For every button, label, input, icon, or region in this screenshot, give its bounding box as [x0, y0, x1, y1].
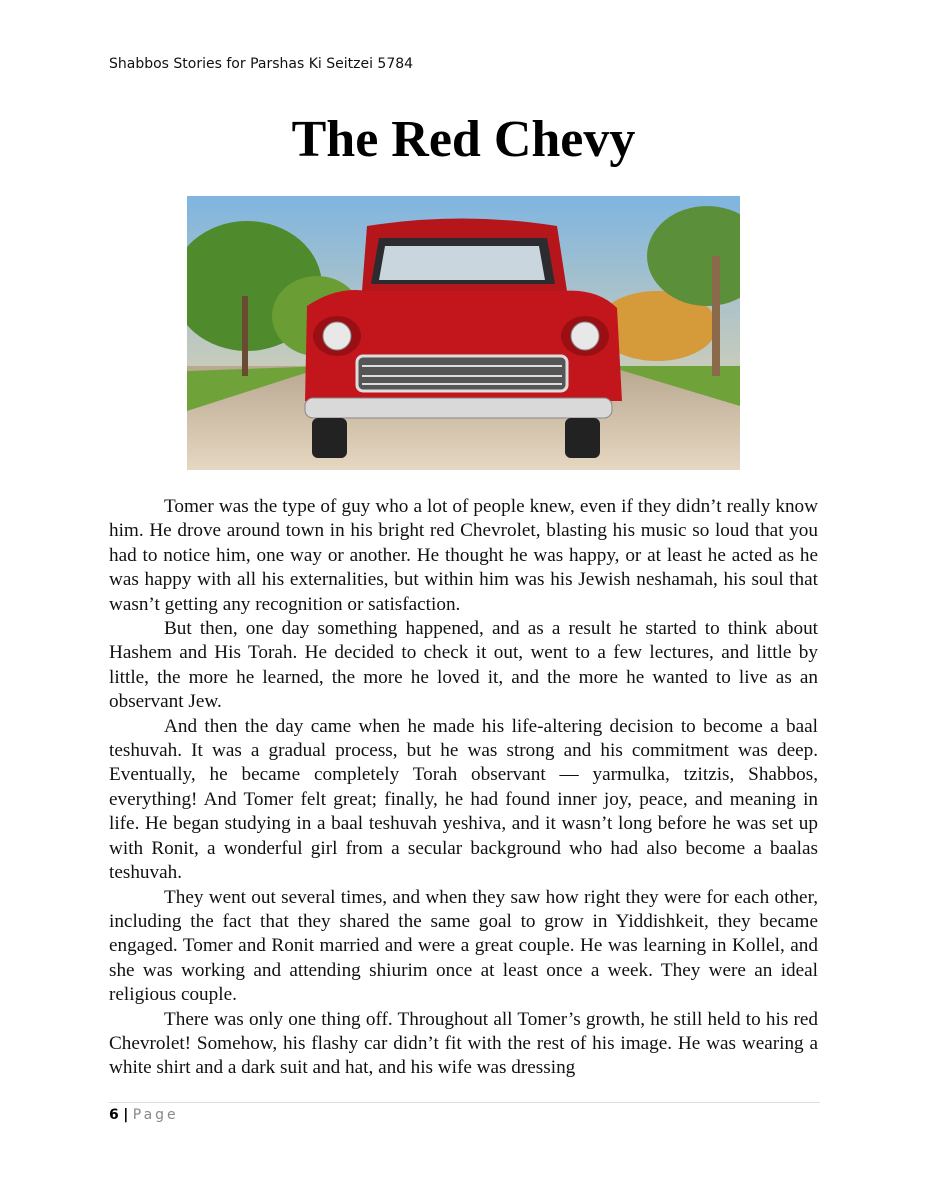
story-title: The Red Chevy: [291, 111, 636, 168]
red-truck-photo: [187, 196, 740, 470]
page-footer: [109, 1107, 179, 1123]
paragraph: They went out several times, and when they saw how right they were for each other, including the fact that they shared the same goal to grow in Yiddishkeit, they became engaged. Tomer and Ronit married and were a great couple. He was learning in Kollel, and she was working and attending shiurim once at least once a week. They were an ideal religious couple.: [109, 886, 818, 1006]
footer-divider: [109, 1102, 820, 1103]
paragraph: There was only one thing off. Throughout all Tomer’s growth, he still held to his red Chevrolet! Somehow, his flashy car didn’t fit with the rest of his image. He was wearing a white shirt and a dark suit and hat, and his wife was dressing: [109, 1008, 818, 1079]
paragraph: Tomer was the type of guy who a lot of people knew, even if they didn’t really know him. He drove around town in his bright red Chevrolet, blasting his music so loud that you had to notice him, one way or another. He thought he was happy, or at least he acted as he was happy with all his externalities, but within him was his Jewish neshamah, his soul that wasn’t getting any recognition or satisfaction.: [109, 496, 818, 615]
paragraph: But then, one day something happened, and as a result he started to think about Hashem and His Torah. He decided to check it out, went to a few lectures, and little by little, the more he learned, the more he loved it, and the more he wanted to live as an observant Jew.: [109, 618, 818, 713]
page-number: 6: [109, 1107, 119, 1123]
story-body: [109, 495, 818, 1081]
footer-separator: |: [123, 1107, 129, 1123]
paragraph: And then the day came when he made his life-altering decision to become a baal teshuvah. It was a gradual process, but he was strong and his commitment was deep. Eventually, he became completely Torah observant — yarmulka, tzitzis, Shabbos, everything! And Tomer felt great; finally, he had found inner joy, peace, and meaning in life. He began studying in a baal teshuvah yeshiva, and it wasn’t long before he was set up with Ronit, a wonderful girl from a secular background who had also become a baalas teshuvah.: [109, 715, 818, 884]
page-label: Page: [132, 1107, 179, 1123]
running-header: Shabbos Stories for Parshas Ki Seitzei 5784: [109, 56, 414, 72]
